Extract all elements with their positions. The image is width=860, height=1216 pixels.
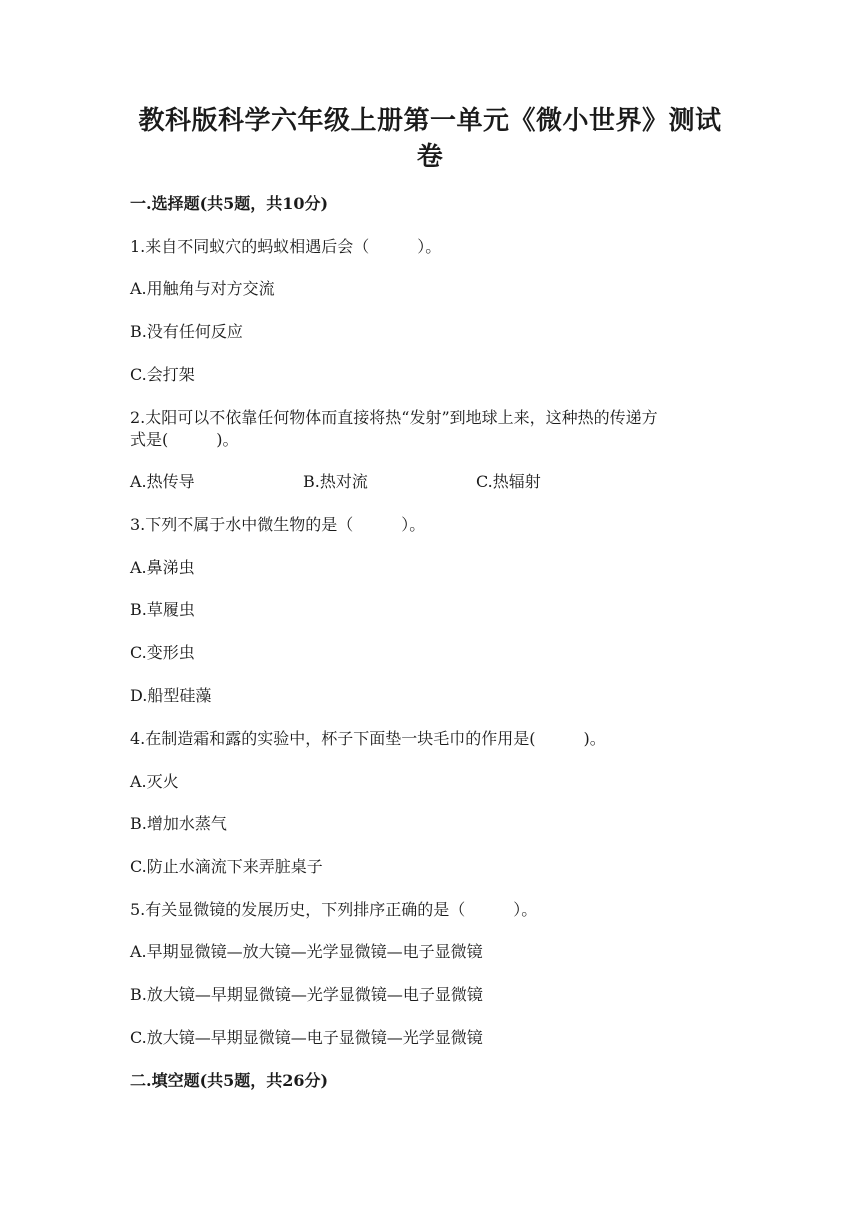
exam-title-line-1: 教科版科学六年级上册第一单元《微小世界》测试 — [138, 106, 722, 136]
question-2-option-a: A.热传导 — [130, 472, 195, 491]
question-5-option-a: A.早期显微镜—放大镜—光学显微镜—电子显微镜 — [130, 942, 483, 961]
question-3-option-c: C.变形虫 — [130, 643, 195, 662]
question-5-option-c: C.放大镜—早期显微镜—电子显微镜—光学显微镜 — [130, 1028, 483, 1047]
question-1-stem: 1.来自不同蚁穴的蚂蚁相遇后会（ ）。 — [130, 237, 442, 256]
question-1-option-b: B.没有任何反应 — [130, 322, 243, 341]
section-heading-choice: 一.选择题(共5题，共10分) — [130, 194, 329, 213]
question-4-option-c: C.防止水滴流下来弄脏桌子 — [130, 857, 323, 876]
question-3-stem: 3.下列不属于水中微生物的是（ ）。 — [130, 515, 426, 534]
question-2-option-b: B.热对流 — [303, 472, 368, 491]
question-2-option-c: C.热辐射 — [476, 472, 541, 491]
question-3-option-a: A.鼻涕虫 — [130, 558, 195, 577]
question-4-stem: 4.在制造霜和露的实验中，杯子下面垫一块毛巾的作用是( )。 — [130, 729, 606, 748]
question-3-option-d: D.船型硅藻 — [130, 686, 212, 705]
exam-title-line-2: 卷 — [416, 142, 444, 172]
question-5-stem: 5.有关显微镜的发展历史，下列排序正确的是（ ）。 — [130, 900, 538, 919]
section-heading-fill-in: 二.填空题(共5题，共26分) — [130, 1071, 329, 1090]
question-4-option-b: B.增加水蒸气 — [130, 814, 227, 833]
question-3-option-b: B.草履虫 — [130, 600, 195, 619]
question-1-option-c: C.会打架 — [130, 365, 195, 384]
question-5-option-b: B.放大镜—早期显微镜—光学显微镜—电子显微镜 — [130, 985, 483, 1004]
exam-title — [130, 103, 730, 175]
question-4-option-a: A.灭火 — [130, 772, 179, 791]
question-2-stem-line-1: 2.太阳可以不依靠任何物体而直接将热“发射”到地球上来，这种热的传递方 — [130, 408, 658, 427]
question-1-option-a: A.用触角与对方交流 — [130, 279, 275, 298]
question-2-stem-line-2: 式是( )。 — [130, 430, 239, 449]
